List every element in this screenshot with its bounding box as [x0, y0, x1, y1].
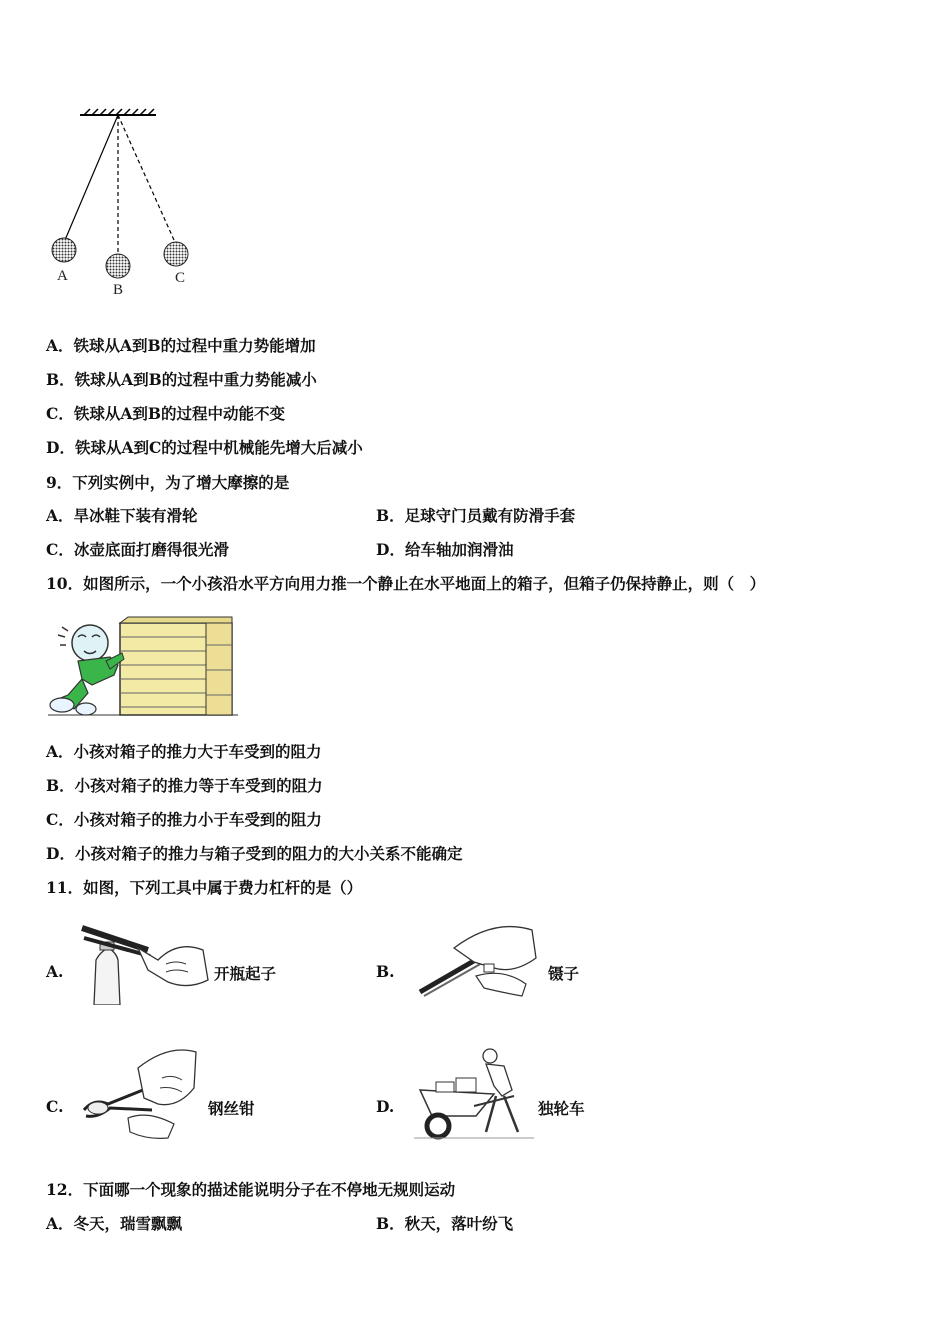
q8-option-c: C．铁球从A到B的过程中动能不变 — [46, 404, 285, 423]
q11-caption-b: 镊子 — [548, 964, 580, 983]
q9-option-d: D．给车轴加润滑油 — [376, 540, 514, 559]
q11-caption-c: 钢丝钳 — [208, 1099, 255, 1118]
q8-option-d: D．铁球从A到C的过程中机械能先增大后减小 — [46, 438, 363, 457]
q10-option-a: A．小孩对箱子的推力大于车受到的阻力 — [46, 742, 322, 761]
q12-stem: 12．下面哪一个现象的描述能说明分子在不停地无规则运动 — [46, 1180, 456, 1199]
q10-option-c: C．小孩对箱子的推力小于车受到的阻力 — [46, 810, 322, 829]
q11-letter-a: A. — [46, 962, 64, 981]
wheelbarrow-figure — [414, 1046, 539, 1141]
q10-stem: 10．如图所示，一个小孩沿水平方向用力推一个静止在水平地面上的箱子，但箱子仍保持静止，则（ ） — [46, 574, 766, 593]
q10-option-d: D．小孩对箱子的推力与箱子受到的阻力的大小关系不能确定 — [46, 844, 463, 863]
tweezers-figure — [414, 918, 539, 1003]
q12-option-b: B．秋天，落叶纷飞 — [376, 1214, 514, 1233]
q11-letter-d: D. — [376, 1097, 395, 1116]
bottle-opener-figure — [78, 920, 213, 1005]
q8-option-a: A．铁球从A到B的过程中重力势能增加 — [46, 336, 316, 355]
q9-option-a: A．旱冰鞋下装有滑轮 — [46, 506, 198, 525]
q12-option-a: A．冬天，瑞雪飘飘 — [46, 1214, 183, 1233]
q11-caption-d: 独轮车 — [538, 1099, 585, 1118]
q9-option-c: C．冰壶底面打磨得很光滑 — [46, 540, 229, 559]
label-a: A — [57, 268, 68, 284]
q9-stem: 9．下列实例中，为了增大摩擦的是 — [46, 473, 290, 492]
q11-letter-c: C. — [46, 1097, 64, 1116]
pliers-figure — [78, 1048, 203, 1143]
q8-option-b: B．铁球从A到B的过程中重力势能减小 — [46, 370, 317, 389]
q11-letter-b: B. — [376, 962, 395, 981]
label-c: C — [175, 270, 186, 286]
ball-a — [52, 238, 76, 262]
label-b: B — [113, 282, 124, 298]
q11-stem: 11．如图，下列工具中属于费力杠杆的是（） — [46, 878, 363, 897]
q9-option-b: B．足球守门员戴有防滑手套 — [376, 506, 576, 525]
ball-b — [106, 254, 130, 278]
q10-option-b: B．小孩对箱子的推力等于车受到的阻力 — [46, 776, 323, 795]
ball-c — [164, 242, 188, 266]
child-pushing-box-figure — [48, 615, 238, 720]
q11-caption-a: 开瓶起子 — [214, 964, 277, 983]
